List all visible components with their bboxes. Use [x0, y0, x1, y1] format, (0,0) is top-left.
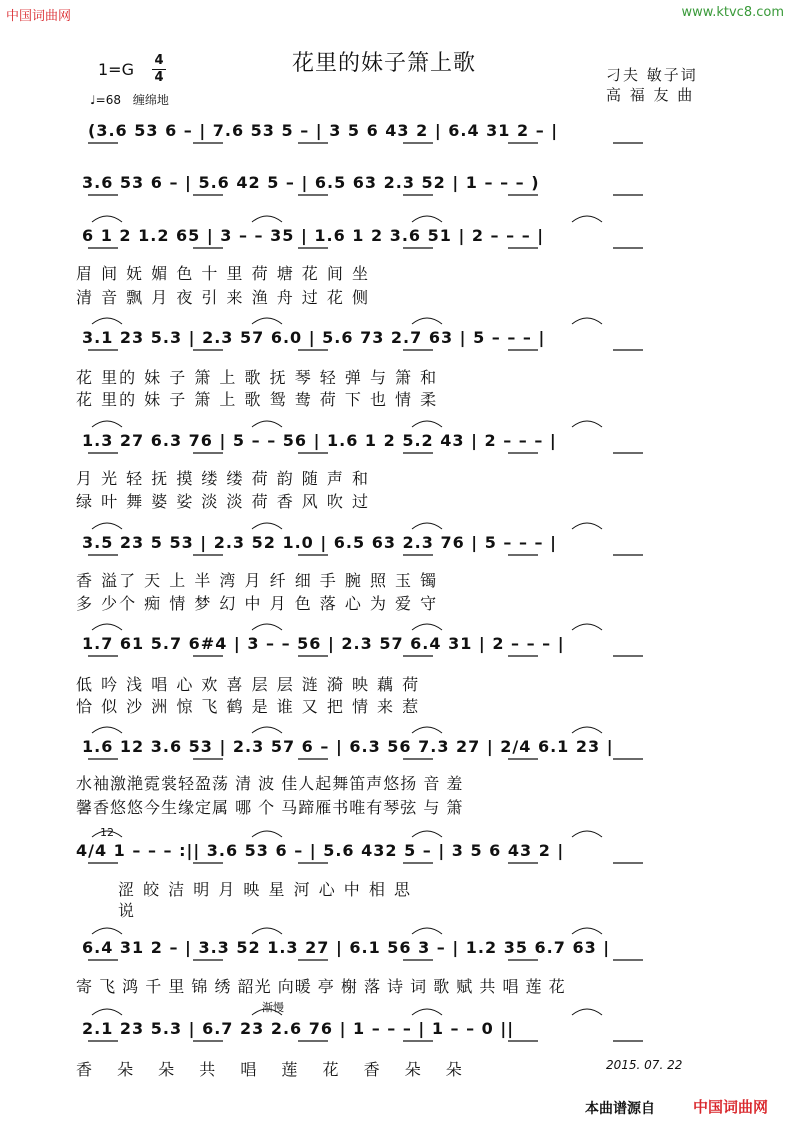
lyricist-credit: 刁夫 敏子词: [606, 66, 698, 84]
slur: [412, 1009, 442, 1015]
slur: [572, 727, 602, 733]
tempo-value: ♩=68: [90, 93, 121, 107]
slur: [92, 928, 122, 934]
system-8-lyric-2: 馨香悠悠今生缘定属 哪 个 马蹄雁书唯有琴弦 与 箫: [76, 798, 464, 817]
slur: [252, 831, 282, 837]
system-3-notes: 6 1 2 1.2 65 | 3 – – 35 | 1.6 1 2 3.6 51 | 2 – – – |: [82, 226, 545, 245]
ritardando-marking: 渐慢: [262, 1001, 284, 1014]
system-11-lyric-1: 香 朵 朵 共 唱 莲 花 香 朵 朵: [76, 1060, 472, 1079]
slur: [572, 831, 602, 837]
slur: [572, 1009, 602, 1015]
slur: [412, 727, 442, 733]
expression-marking: 缠绵地: [132, 93, 169, 107]
system-6-lyric-2: 多 少个 痴 情 梦 幻 中 月 色 落 心 为 爱 守: [76, 594, 439, 613]
slur: [412, 624, 442, 630]
system-9-notes: 4/4 1 – – – :|| 3.6 53 6 – | 5.6 432 5 – | 3 5 6 43 2 |: [76, 841, 565, 860]
system-5-notes: 1.3 27 6.3 76 | 5 – – 56 | 1.6 1 2 5.2 43 | 2 – – – |: [82, 431, 557, 450]
system-10-lyric-1: 寄 飞 鸿 千 里 锦 绣 韶光 向暖 亭 榭 落 诗 词 歌 赋 共 唱 莲 花: [76, 977, 566, 996]
slur: [252, 318, 282, 324]
slur: [92, 523, 122, 529]
slur: [252, 624, 282, 630]
slur: [572, 928, 602, 934]
slur: [572, 523, 602, 529]
slur: [412, 216, 442, 222]
system-5-lyric-2: 绿 叶 舞 婆 娑 淡 淡 荷 香 风 吹 过: [76, 492, 370, 511]
slur: [92, 318, 122, 324]
slur: [252, 523, 282, 529]
system-4-notes: 3.1 23 5.3 | 2.3 57 6.0 | 5.6 73 2.7 63 | 5 – – – |: [82, 328, 546, 347]
system-4-lyric-1: 花 里的 妹 子 箫 上 歌 抚 琴 轻 弹 与 箫 和: [76, 368, 439, 387]
volta-number: 12: [100, 826, 114, 839]
source-label: 本曲谱源自: [585, 1101, 655, 1117]
system-10-notes: 6.4 31 2 – | 3.3 52 1.3 27 | 6.1 56 3 – | 1.2 35 6.7 63 |: [82, 938, 611, 957]
slur: [572, 318, 602, 324]
slur: [92, 216, 122, 222]
slur: [412, 421, 442, 427]
system-7-notes: 1.7 61 5.7 6#4 | 3 – – 56 | 2.3 57 6.4 31 | 2 – – – |: [82, 634, 565, 653]
slur: [412, 523, 442, 529]
system-9-lyric-1: 涩 皎 洁 明 月 映 星 河 心 中 相 思: [118, 880, 412, 899]
date-stamp: 2015. 07. 22: [606, 1058, 683, 1072]
system-5-lyric-1: 月 光 轻 抚 摸 缕 缕 荷 韵 随 声 和: [76, 469, 370, 488]
system-8-lyric-1: 水袖激滟霓裳轻盈荡 清 波 佳人起舞笛声悠扬 音 羞: [76, 774, 464, 793]
system-3-lyric-1: 眉 间 妩 媚 色 十 里 荷 塘 花 间 坐: [76, 264, 370, 283]
slur: [92, 624, 122, 630]
slur: [252, 216, 282, 222]
system-1-notes: (3.6 53 6 – | 7.6 53 5 – | 3 5 6 43 2 | 6.4 31 2 – |: [88, 121, 559, 140]
slur: [572, 216, 602, 222]
song-title: 花里的妹子箫上歌: [292, 51, 477, 76]
system-7-lyric-1: 低 吟 浅 唱 心 欢 喜 层 层 涟 漪 映 藕 荷: [76, 675, 421, 694]
slur: [572, 624, 602, 630]
system-4-lyric-2: 花 里的 妹 子 箫 上 歌 鸳 鸯 荷 下 也 情 柔: [76, 390, 439, 409]
system-9-lyric-2: 说: [118, 901, 137, 920]
watermark-top-right: www.ktvc8.com: [681, 5, 784, 20]
system-3-lyric-2: 清 音 飘 月 夜 引 来 渔 舟 过 花 侧: [76, 288, 370, 307]
slur: [252, 727, 282, 733]
slur: [92, 421, 122, 427]
system-11-notes: 2.1 23 5.3 | 6.7 23 2.6 76 | 1 – – – | 1 – – 0 ||: [82, 1019, 515, 1038]
system-7-lyric-2: 恰 似 沙 洲 惊 飞 鹤 是 谁 又 把 情 来 惹: [76, 697, 421, 716]
slur: [252, 421, 282, 427]
time-signature-denominator: 4: [154, 70, 164, 85]
source-site: 中国词曲网: [693, 1098, 769, 1116]
slur: [252, 928, 282, 934]
slur: [412, 928, 442, 934]
slur: [92, 1009, 122, 1015]
system-8-notes: 1.6 12 3.6 53 | 2.3 57 6 – | 6.3 56 7.3 27 | 2/4 6.1 23 |: [82, 737, 614, 756]
slur: [412, 831, 442, 837]
slur: [572, 421, 602, 427]
composer-credit: 高 福 友 曲: [606, 86, 695, 104]
key-signature: 1=G: [98, 60, 134, 79]
watermark-top-left: 中国词曲网: [6, 9, 72, 24]
system-2-notes: 3.6 53 6 – | 5.6 42 5 – | 6.5 63 2.3 52 | 1 – – – ): [82, 173, 540, 192]
slur: [92, 727, 122, 733]
time-signature-numerator: 4: [154, 53, 164, 68]
slur: [412, 318, 442, 324]
system-6-lyric-1: 香 溢了 天 上 半 湾 月 纤 细 手 腕 照 玉 镯: [76, 571, 439, 590]
system-6-notes: 3.5 23 5 53 | 2.3 52 1.0 | 6.5 63 2.3 76 | 5 – – – |: [82, 533, 557, 552]
